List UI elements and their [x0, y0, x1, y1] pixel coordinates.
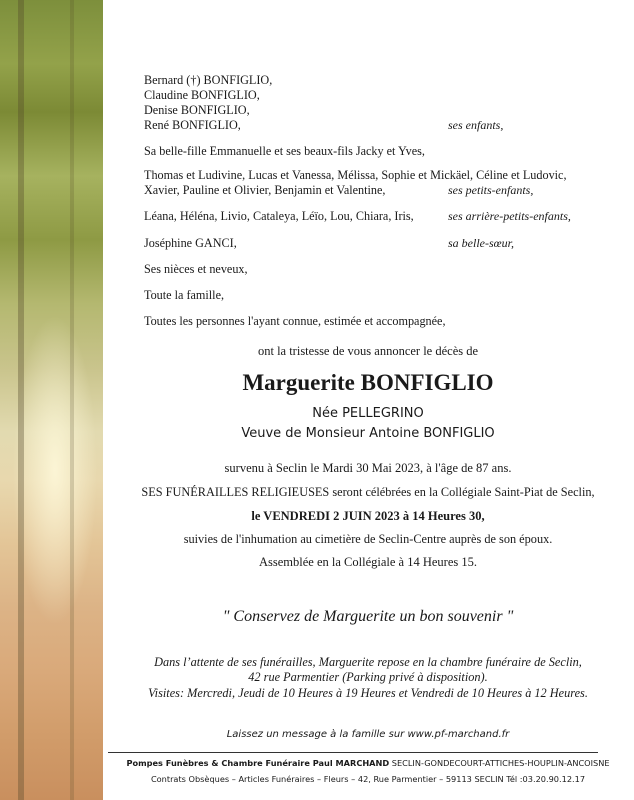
in-laws: Sa belle-fille Emmanuelle et ses beaux-fils Jacky et Yves, — [144, 144, 425, 158]
grandchildren-line2: Xavier, Pauline et Olivier, Benjamin et Valentine, — [144, 183, 386, 197]
footer-contact: Contrats Obsèques – Articles Funéraires – Fleurs – 42, Rue Parmentier – 59113 SECLIN Tél :03.20.90.12.17 — [150, 774, 586, 784]
children-role: ses enfants, — [448, 118, 504, 132]
announcement-intro: ont la tristesse de vous annoncer le décès de — [257, 344, 479, 358]
death-details: survenu à Seclin le Mardi 30 Mai 2023, à l'âge de 87 ans. — [224, 461, 512, 475]
child-name: Claudine BONFIGLIO, — [144, 88, 260, 102]
whole-family: Toute la famille, — [144, 288, 225, 302]
footer-company-towns: SECLIN-GONDECOURT-ATTICHES-HOUPLIN-ANCOISNE — [389, 758, 610, 768]
great-grandchildren-role: ses arrière-petits-enfants, — [448, 209, 571, 223]
assembly-details: Assemblée en la Collégiale à 14 Heures 15. — [259, 555, 477, 569]
grandchildren-line1: Thomas et Ludivine, Lucas et Vanessa, Mélissa, Sophie et Mickäel, Céline et Ludovic, — [144, 168, 567, 182]
nieces: Ses nièces et neveux, — [144, 262, 248, 276]
forest-photo — [0, 0, 103, 800]
footer-company-name: Pompes Funèbres & Chambre Funéraire Paul MARCHAND — [126, 758, 390, 768]
all-people: Toutes les personnes l'ayant connue, estimée et accompagnée, — [144, 314, 446, 328]
funeral-date: le VENDREDI 2 JUIN 2023 à 14 Heures 30, — [251, 509, 485, 523]
child-name: Bernard (†) BONFIGLIO, — [144, 73, 273, 87]
tree-trunk — [18, 0, 24, 800]
children-list — [144, 73, 272, 133]
deceased-first-name: Marguerite — [242, 370, 355, 395]
funeral-details: SES FUNÉRAILLES RELIGIEUSES seront célébrées en la Collégiale Saint-Piat de Seclin, — [141, 485, 595, 499]
child-name: René BONFIGLIO, — [144, 118, 241, 132]
deceased-last-name: BONFIGLIO — [360, 370, 494, 395]
tree-trunk — [70, 0, 74, 800]
visits-line2: 42 rue Parmentier (Parking privé à disposition). — [248, 670, 488, 684]
website-message: Laissez un message à la famille sur www.pf-marchand.fr — [226, 729, 510, 740]
child-name: Denise BONFIGLIO, — [144, 103, 250, 117]
remembrance-quote: " Conservez de Marguerite un bon souvenir " — [222, 608, 514, 625]
widow-of: Veuve de Monsieur Antoine BONFIGLIO — [241, 426, 495, 441]
visits-line3: Visites: Mercredi, Jeudi de 10 Heures à 19 Heures et Vendredi de 10 Heures à 12 Heures. — [148, 686, 588, 700]
sister-in-law: Joséphine GANCI, — [144, 236, 237, 250]
visits-line1: Dans l’attente de ses funérailles, Marguerite repose en la chambre funéraire de Seclin, — [154, 655, 582, 669]
footer-company — [108, 758, 628, 768]
burial-details: suivies de l'inhumation au cimetière de Seclin-Centre auprès de son époux. — [183, 532, 553, 546]
great-grandchildren: Léana, Héléna, Livio, Cataleya, Léïo, Lou, Chiara, Iris, — [144, 209, 414, 223]
deceased-name — [108, 370, 628, 396]
footer-divider — [108, 752, 598, 753]
maiden-name: Née PELLEGRINO — [312, 406, 424, 421]
sister-in-law-role: sa belle-sœur, — [448, 236, 514, 250]
grandchildren-role: ses petits-enfants, — [448, 183, 534, 197]
